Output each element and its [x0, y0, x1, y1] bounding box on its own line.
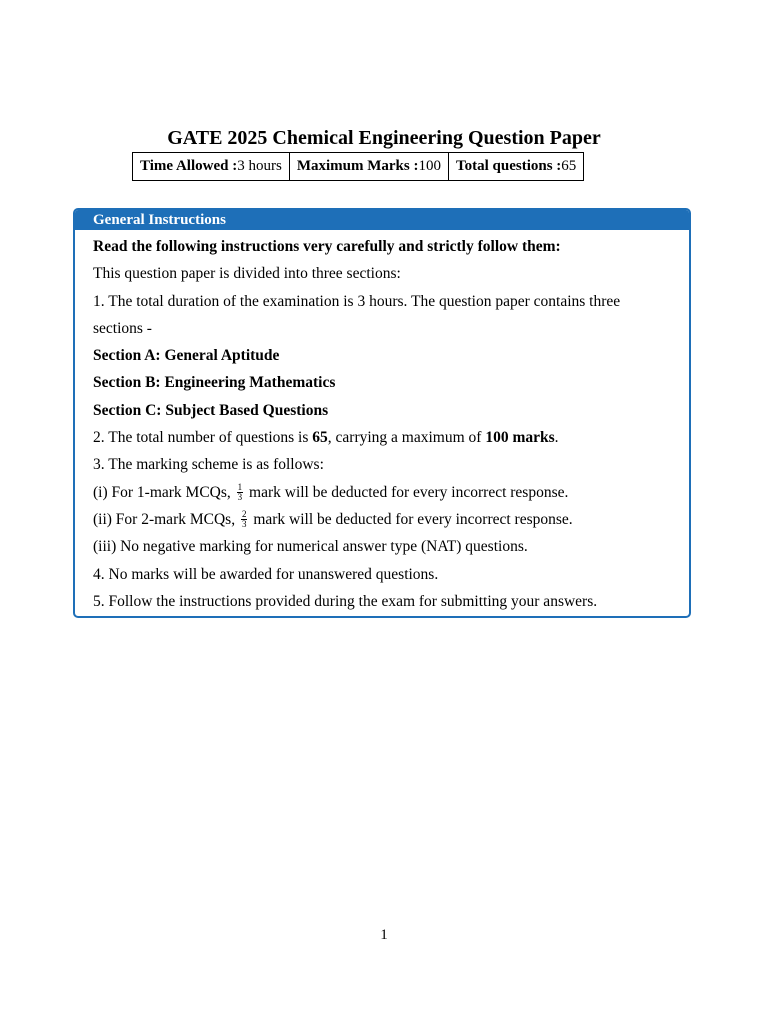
general-instructions-header: General Instructions [75, 210, 689, 230]
general-instructions-body [75, 230, 689, 615]
one-third-fraction [237, 483, 244, 502]
exam-info-table [132, 152, 584, 181]
general-instructions-box [73, 208, 691, 618]
total-questions-label: Total questions : [455, 158, 562, 174]
fraction-denominator: 3 [237, 491, 243, 502]
section-c-line: Section C: Subject Based Questions [93, 401, 329, 419]
time-allowed-cell [133, 153, 290, 181]
fraction-numerator: 1 [237, 481, 243, 492]
instruction-item-4: 4. No marks will be awarded for unanswered questions. [93, 565, 439, 583]
total-questions-cell [448, 153, 583, 181]
item-3-i-text-pre: (i) For 1-mark MCQs, [93, 483, 235, 501]
total-questions-value: 65 [561, 158, 577, 174]
item-2-text-mid: , carrying a maximum of [327, 429, 486, 447]
item-2-question-count: 65 [312, 429, 328, 447]
instruction-item-2 [93, 424, 671, 451]
item-3-i-text-post: mark will be deducted for every incorrect response. [245, 483, 569, 501]
maximum-marks-value: 100 [418, 158, 441, 174]
time-allowed-label: Time Allowed : [140, 158, 238, 174]
page-title: GATE 2025 Chemical Engineering Question Paper [167, 127, 601, 149]
instruction-item-3-i [93, 479, 671, 506]
time-allowed-value: 3 hours [237, 158, 282, 174]
page-number: 1 [380, 927, 388, 943]
instruction-item-3-iii: (iii) No negative marking for numerical answer type (NAT) questions. [93, 538, 528, 556]
instruction-item-3: 3. The marking scheme is as follows: [93, 456, 324, 474]
item-3-ii-text-post: mark will be deducted for every incorrect response. [249, 510, 573, 528]
item-2-text-pre: 2. The total number of questions is [93, 429, 313, 447]
fraction-denominator: 3 [241, 518, 247, 529]
instruction-item-5: 5. Follow the instructions provided during the exam for submitting your answers. [93, 592, 598, 610]
maximum-marks-cell [289, 153, 448, 181]
item-3-ii-text-pre: (ii) For 2-mark MCQs, [93, 510, 239, 528]
instruction-item-3-ii [93, 506, 671, 533]
two-thirds-fraction [241, 510, 248, 529]
item-2-max-marks: 100 marks [485, 429, 555, 447]
section-b-line: Section B: Engineering Mathematics [93, 374, 336, 392]
maximum-marks-label: Maximum Marks : [296, 158, 419, 174]
fraction-numerator: 2 [241, 508, 247, 519]
exam-info-row [133, 153, 584, 181]
section-a-line: Section A: General Aptitude [93, 347, 280, 365]
instruction-item-1-continued: sections - [93, 319, 152, 337]
instruction-item-1: 1. The total duration of the examination is 3 hours. The question paper contains three [93, 292, 621, 310]
intro-bold-line: Read the following instructions very carefully and strictly follow them: [93, 238, 561, 255]
intro-line: This question paper is divided into three sections: [93, 265, 401, 283]
item-2-text-post: . [554, 429, 559, 447]
